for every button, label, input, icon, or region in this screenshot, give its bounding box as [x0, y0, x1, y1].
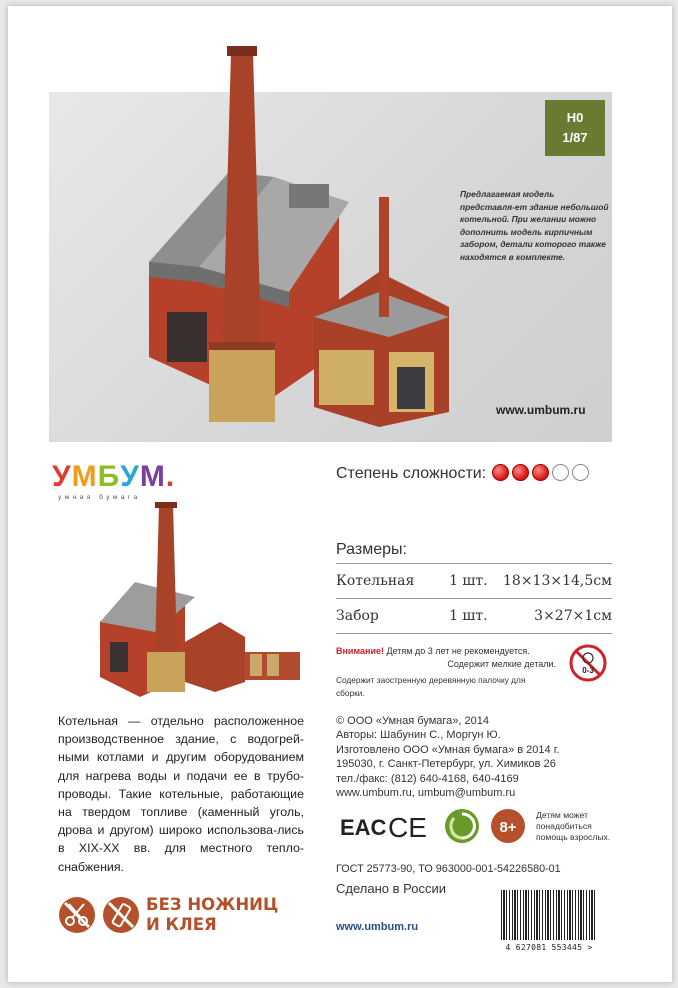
logo-letter: Б [97, 460, 121, 493]
logo-letter: М [71, 460, 98, 493]
svg-text:EAC: EAC [340, 815, 387, 840]
age-03-label: 0-3 [582, 666, 594, 675]
credit-line: © ООО «Умная бумага», 2014 [336, 715, 489, 727]
size-item-qty: 1 шт. [449, 564, 503, 599]
warning-line-3: Содержит заостренную деревянную палочку для сборки. [336, 675, 526, 698]
not-for-under-3-icon [568, 643, 608, 683]
scale-line-1: H0 [566, 110, 584, 125]
size-item-name: Котельная [336, 564, 449, 599]
sizes-table [336, 563, 612, 634]
logo-letter: У [120, 460, 140, 493]
hero-url[interactable]: www.umbum.ru [496, 403, 586, 417]
credit-line: Авторы: Шабунин С., Моргун Ю. [336, 729, 501, 742]
no-scissors-icon [58, 896, 96, 934]
logo-letter: М [139, 460, 166, 493]
difficulty-active-icon [492, 464, 509, 481]
logo-letter: У [52, 460, 72, 493]
no-tools-text [146, 895, 278, 935]
logo-letters [52, 462, 175, 492]
safety-warning [336, 645, 556, 700]
credit-line: www.umbum.ru, umbum@umbum.ru [336, 787, 516, 800]
hero-photo [49, 92, 612, 442]
warning-line-1: Детям до 3 лет не рекомендуется. [383, 646, 530, 656]
difficulty-inactive-icon [572, 464, 589, 481]
difficulty-inactive-icon [552, 464, 569, 481]
ce-mark-icon [386, 809, 432, 843]
boiler-house-model-image [49, 92, 612, 442]
product-description: Котельная — отдельно расположенное производственное здание, с водогрей-ными котлами и другим оборудованием для нагрева воды и подачи ее в трубо-проводы. Такие котельные, работающие на твердом топливе (каменный уголь, дрова и другом) широко использова-лись в XIX-XX вв. для местного тепло-снабжения. [58, 714, 304, 874]
credit-line: тел./факс: (812) 640-4168, 640-4169 [336, 772, 519, 785]
gost-standard: ГОСТ 25773-90, ТО 963000-001-54226580-01 [336, 863, 561, 875]
made-in: Сделано в России [336, 881, 446, 896]
age-note [536, 810, 610, 843]
barcode [497, 886, 601, 958]
logo-letter: . [165, 460, 176, 493]
certification-marks [340, 808, 610, 844]
age-note-line-1: Детям может [536, 809, 588, 820]
credit-line: Изготовлено ООО «Умная бумага» в 2014 г. [336, 743, 560, 756]
size-row [336, 599, 612, 634]
footer-url[interactable]: www.umbum.ru [336, 921, 419, 933]
credit-line: 195030, г. Санкт-Петербург, ул. Химиков 26 [336, 758, 556, 771]
warning-line-2: Содержит мелкие детали. [447, 659, 556, 669]
warning-prefix: Внимание! [336, 646, 384, 656]
no-tools-line-1: БЕЗ НОЖНИЦ [146, 895, 279, 914]
svg-text:8+: 8+ [499, 819, 517, 836]
difficulty-rating [492, 464, 589, 481]
size-row [336, 564, 612, 599]
age-note-line-3: помощь взрослых. [536, 831, 611, 842]
no-scissors-no-glue [58, 895, 278, 935]
size-item-name: Забор [336, 599, 449, 634]
model-small-image [95, 502, 305, 702]
difficulty-label: Степень сложности: [336, 465, 487, 482]
svg-text:CE: CE [388, 812, 427, 843]
size-item-dims: 3×27×1см [503, 599, 612, 634]
age-8-plus-icon [490, 808, 526, 844]
barcode-number: 4 627081 553445 > [505, 943, 593, 952]
size-item-qty: 1 шт. [449, 599, 503, 634]
scale-badge [545, 100, 605, 156]
scale-line-2: 1/87 [562, 130, 588, 145]
size-item-dims: 18×13×14,5см [503, 564, 612, 599]
difficulty-active-icon [512, 464, 529, 481]
no-glue-icon [102, 896, 140, 934]
difficulty-active-icon [532, 464, 549, 481]
publisher-credits [336, 714, 559, 800]
logo-subtitle: умная бумага [58, 494, 141, 501]
recycle-icon [444, 808, 480, 844]
hero-description: Предлагаемая модель представля-ет здание небольшой котельной. При желании можно дополнить модель кирпичным забором, детали которого также находятся в комплекте. [460, 189, 609, 262]
no-tools-line-2: И КЛЕЯ [146, 915, 217, 934]
age-note-line-2: понадобиться [536, 820, 592, 831]
brand-logo [52, 462, 175, 501]
eac-mark-icon [340, 812, 387, 840]
sizes-title: Размеры: [336, 541, 407, 558]
barcode-bars [501, 890, 597, 940]
